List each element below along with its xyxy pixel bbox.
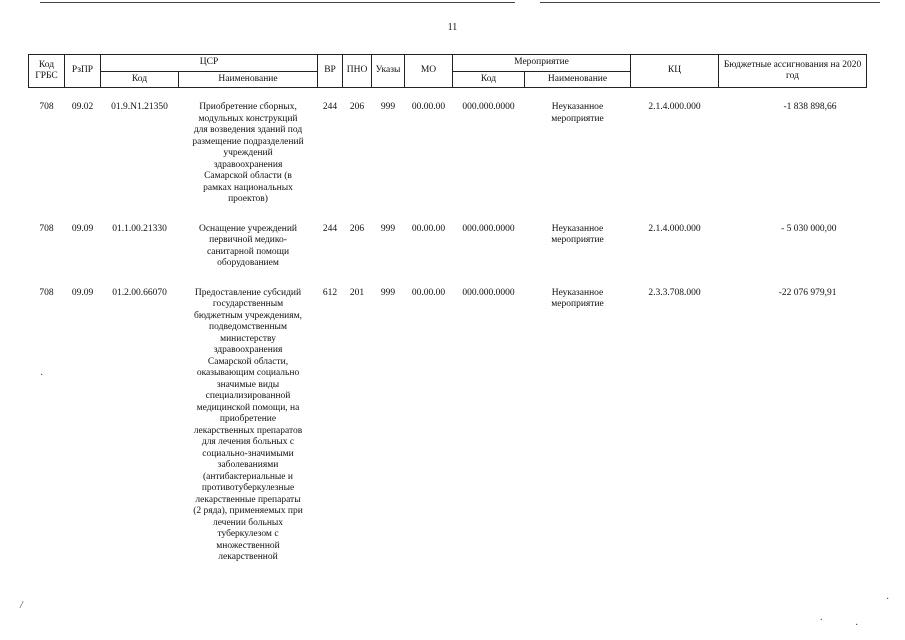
- cell-amount: -1 838 898,66: [783, 102, 837, 112]
- cell-grbs: 708: [39, 102, 54, 112]
- header-csr: ЦСР: [101, 55, 318, 72]
- cell-mo: 00.00.00: [411, 102, 446, 112]
- cell-pno: 201: [349, 287, 365, 298]
- cell-csr-kod: 01.2.00.66070: [112, 287, 167, 298]
- cell-vr: 612: [322, 287, 338, 298]
- cell-mer-kod: 000.000.0000: [462, 102, 515, 112]
- cell-kc: 2.1.4.000.000: [648, 102, 701, 112]
- scan-mark-dot: ·: [886, 594, 890, 605]
- cell-vr: 244: [322, 223, 338, 234]
- scan-mark-dot: .: [820, 612, 823, 623]
- cell-amount: -22 076 979,91: [778, 287, 837, 298]
- scan-mark-dot: ·: [855, 620, 859, 631]
- top-rule-right: [540, 2, 880, 3]
- header-budget: Бюджетные ассигнования на 2020 год: [719, 55, 867, 88]
- scan-mark-stroke: /: [20, 600, 23, 611]
- cell-vr: 244: [322, 102, 338, 112]
- cell-mer-name: Неуказанное мероприятие: [551, 287, 604, 309]
- cell-csr-name: Предоставление субсидий государственным бюджетным учреждениям, подведомственным министерству здравоохранения Самарской области, оказывающим социально значимые виды специализированной медицинской помощи, на приобретение лекарственных препаратов для лечения больных с социально-значимыми заболеваниями (антибактериальные и противотуберкулезные лекарственные препараты (2 ряда), применяемых при лечении больных туберкулезом с множественной лекарственной: [193, 287, 303, 562]
- header-csr-name: Наименование: [179, 71, 318, 88]
- cell-mer-kod: 000.000.0000: [462, 223, 515, 234]
- cell-ukazy: 999: [380, 287, 396, 298]
- header-mo: МО: [405, 55, 453, 88]
- cell-mer-name: Неуказанное мероприятие: [551, 102, 604, 124]
- cell-mo: 00.00.00: [411, 287, 446, 298]
- header-mer-kod: Код: [453, 71, 525, 88]
- cell-pno: 206: [349, 223, 365, 234]
- table-row: [29, 224, 867, 288]
- top-rule-left: [40, 2, 515, 3]
- cell-kc: 2.3.3.708.000: [648, 287, 701, 298]
- cell-csr-kod: 01.9.N1.21350: [111, 102, 168, 112]
- cell-rzpr: 09.09: [71, 287, 94, 298]
- cell-mer-name: Неуказанное мероприятие: [551, 223, 604, 245]
- cell-csr-kod: 01.1.00.21330: [112, 223, 167, 234]
- budget-table: [28, 54, 867, 564]
- cell-amount: - 5 030 000,00: [781, 223, 837, 234]
- header-mer-name: Наименование: [525, 71, 631, 88]
- page-number: 11: [447, 22, 458, 33]
- header-pno: ПНО: [343, 55, 372, 88]
- header-rzpr: РзПР: [65, 55, 101, 88]
- header-kc: КЦ: [631, 55, 719, 88]
- cell-grbs: 708: [39, 223, 54, 234]
- cell-rzpr: 09.09: [71, 223, 94, 234]
- cell-pno: 206: [349, 102, 365, 112]
- cell-rzpr: 09.02: [71, 102, 94, 112]
- cell-ukazy: 999: [380, 223, 396, 234]
- cell-kc: 2.1.4.000.000: [648, 223, 701, 234]
- header-ukazy: Указы: [372, 55, 405, 88]
- header-row-1: [29, 55, 867, 72]
- header-csr-kod: Код: [101, 71, 179, 88]
- cell-mer-kod: 000.000.0000: [462, 287, 515, 298]
- cell-csr-name: Приобретение сборных, модульных конструкций для возведения зданий под размещение подразделений учреждений здравоохранения Самарской области (в рамках национальных проектов): [192, 102, 304, 204]
- cell-grbs: 708: [39, 287, 54, 298]
- cell-ukazy: 999: [380, 102, 396, 112]
- cell-mo: 00.00.00: [411, 223, 446, 234]
- table-row: [29, 88, 867, 224]
- header-kod-grbs: Код ГРБС: [29, 55, 65, 88]
- table-row: [29, 288, 867, 564]
- cell-csr-name: Оснащение учреждений первичной медико- санитарной помощи оборудованием: [198, 223, 298, 268]
- header-meropriyatie: Мероприятие: [453, 55, 631, 72]
- scan-mark-dot: ·: [40, 370, 44, 381]
- header-vr: ВР: [318, 55, 343, 88]
